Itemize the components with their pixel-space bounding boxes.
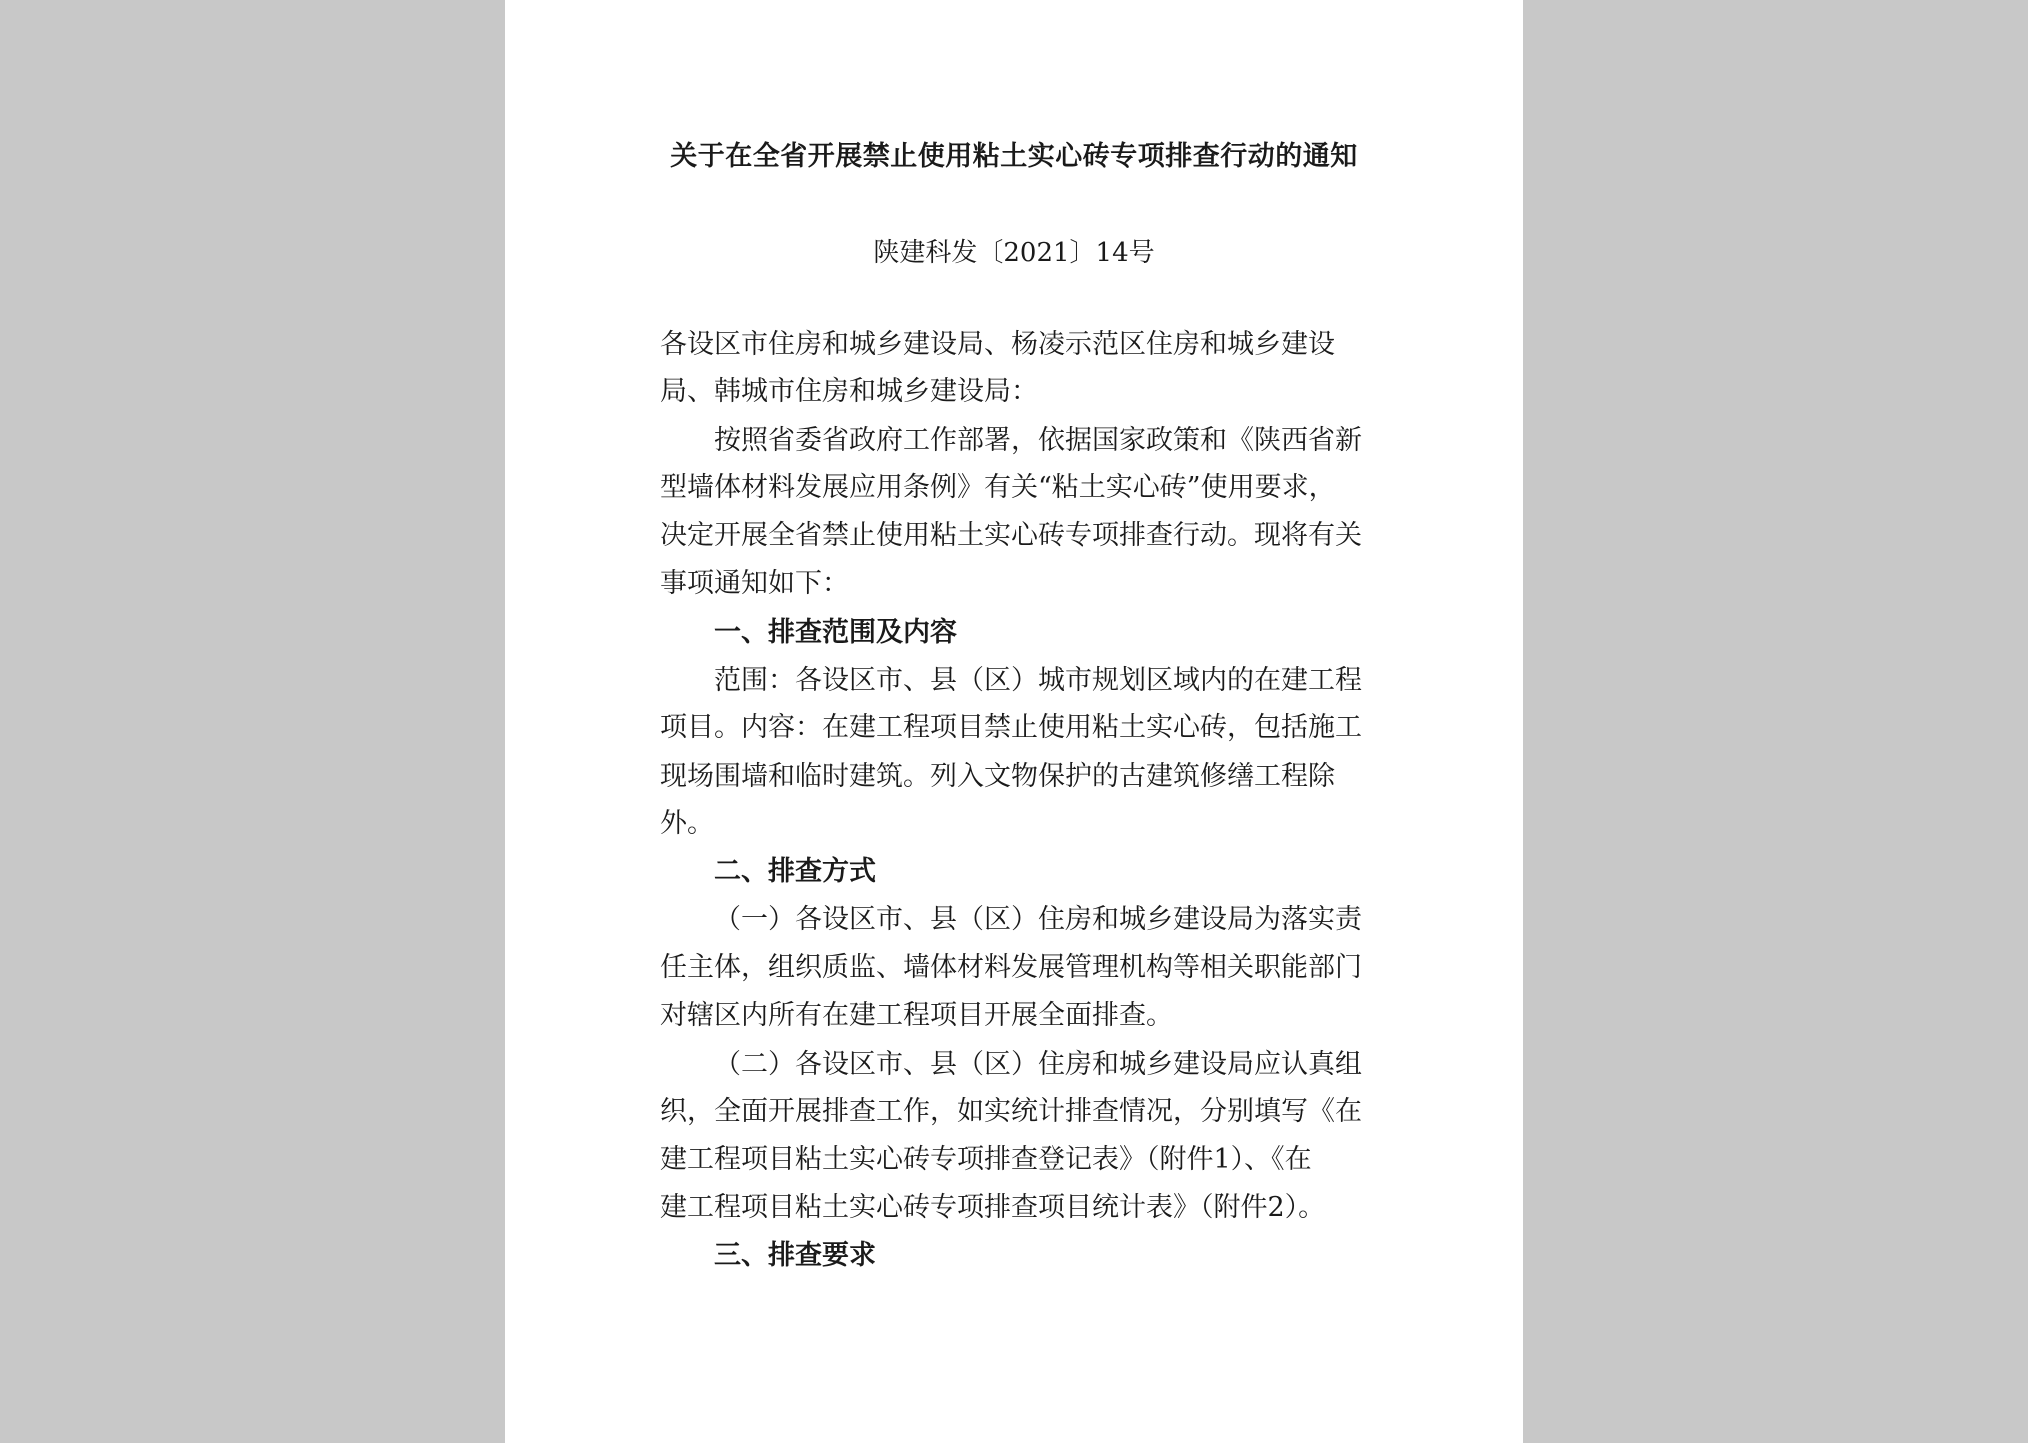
body-line: 范围：各设区市、县（区）城市规划区域内的在建工程: [714, 665, 1362, 696]
body-line: 外。: [660, 808, 714, 839]
body-line: 按照省委省政府工作部署，依据国家政策和《陕西省新: [714, 425, 1362, 456]
document-page: [505, 0, 1523, 1443]
body-line: 建工程项目粘土实心砖专项排查登记表》（附件1）、《在: [660, 1144, 1312, 1175]
body-line: 对辖区内所有在建工程项目开展全面排查。: [660, 1000, 1173, 1031]
body-line: 型墙体材料发展应用条例》有关“粘土实心砖”使用要求，: [660, 472, 1336, 503]
body-line: 织，全面开展排查工作，如实统计排查情况，分别填写《在: [660, 1096, 1362, 1127]
body-line: 局、韩城市住房和城乡建设局：: [660, 376, 1038, 407]
section-heading: 三、排查要求: [714, 1240, 876, 1271]
body-line: 事项通知如下：: [660, 568, 849, 599]
body-line: 现场围墙和临时建筑。列入文物保护的古建筑修缮工程除: [660, 761, 1335, 792]
body-line: 任主体，组织质监、墙体材料发展管理机构等相关职能部门: [660, 952, 1362, 983]
document-number: 陕建科发〔2021〕14号: [873, 238, 1155, 268]
section-heading: 二、排查方式: [714, 856, 876, 887]
body-line: 建工程项目粘土实心砖专项排查项目统计表》（附件2）。: [660, 1192, 1326, 1223]
body-line: 项目。内容：在建工程项目禁止使用粘土实心砖，包括施工: [660, 712, 1362, 743]
body-line: 各设区市住房和城乡建设局、杨凌示范区住房和城乡建设: [660, 329, 1335, 360]
body-line: （一）各设区市、县（区）住房和城乡建设局为落实责: [714, 904, 1362, 935]
body-line: （二）各设区市、县（区）住房和城乡建设局应认真组: [714, 1049, 1362, 1080]
document-title: 关于在全省开展禁止使用粘土实心砖专项排查行动的通知: [670, 141, 1358, 172]
body-line: 决定开展全省禁止使用粘土实心砖专项排查行动。现将有关: [660, 520, 1362, 551]
section-heading: 一、排查范围及内容: [714, 617, 957, 648]
